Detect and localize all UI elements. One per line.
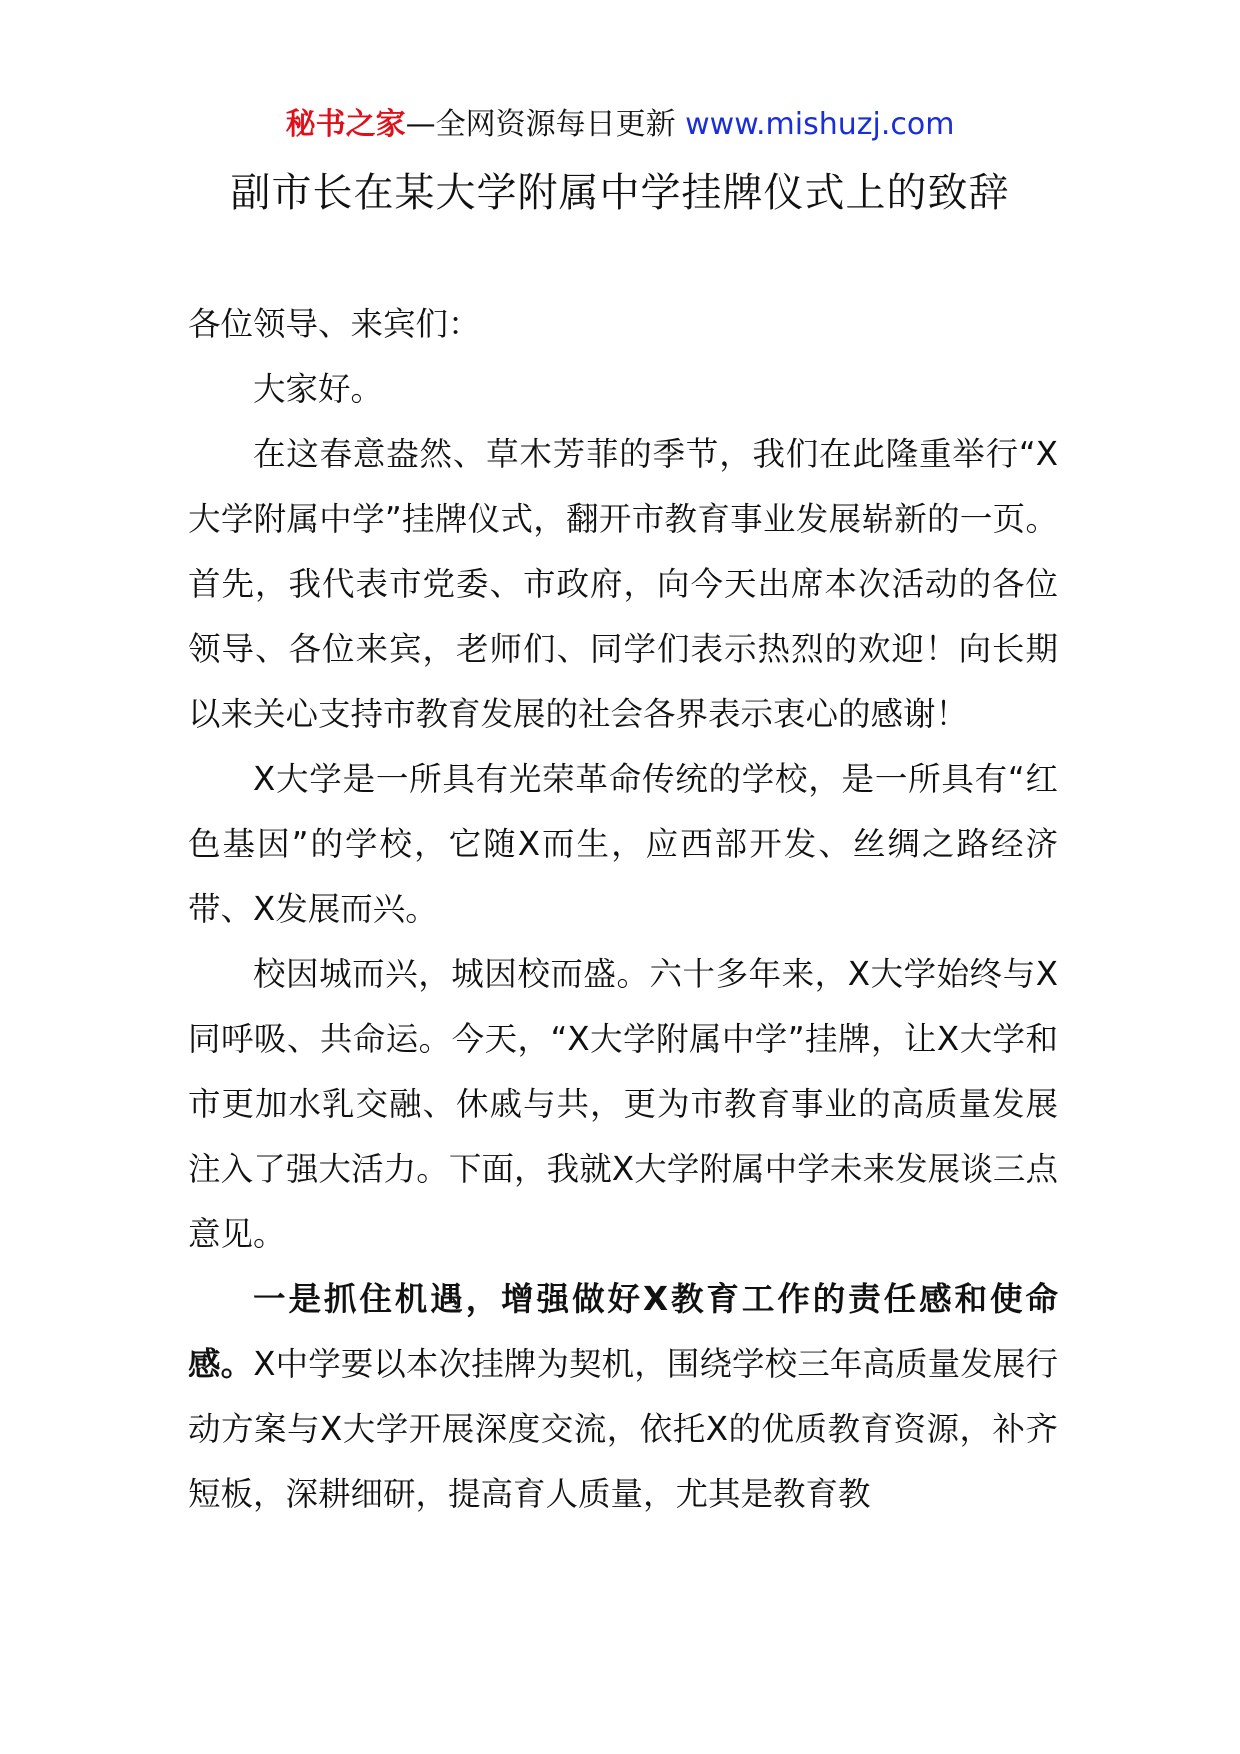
body-paragraph-3: X大学是一所具有光荣革命传统的学校，是一所具有“红色基因”的学校，它随X而生，应西部开发、丝绸之路经济带、X发展而兴。 — [188, 760, 1058, 928]
banner-tagline: —全网资源每日更新 — [405, 107, 686, 142]
site-url-link[interactable]: www.mishuzj.com — [685, 107, 955, 142]
document-body — [188, 292, 1058, 1527]
paragraph-5-lead-sentence: 一是抓住机遇，增强做好X教育工作的责任感和使命感。 — [188, 1280, 1058, 1383]
body-paragraph-4: 校因城而兴，城因校而盛。六十多年来，X大学始终与X同呼吸、共命运。今天，“X大学附属中学”挂牌，让X大学和市更加水乳交融、休戚与共，更为市教育事业的高质量发展注入了强大活力。下面，我就X大学附属中学未来发展谈三点意见。 — [188, 955, 1058, 1253]
document-title: 副市长在某大学附属中学挂牌仪式上的致辞 — [230, 170, 1010, 216]
body-paragraph-5 — [188, 1267, 1058, 1527]
brand-name: 秘书之家 — [285, 107, 406, 142]
greeting-paragraph: 各位领导、来宾们： — [188, 305, 481, 343]
body-paragraph-2: 在这春意盎然、草木芳菲的季节，我们在此隆重举行“X大学附属中学”挂牌仪式，翻开市教育事业发展崭新的一页。首先，我代表市党委、市政府，向今天出席本次活动的各位领导、各位来宾，老师们、同学们表示热烈的欢迎！向长期以来关心支持市教育发展的社会各界表示衷心的感谢！ — [188, 435, 1058, 733]
body-paragraph-1: 大家好。 — [253, 370, 384, 408]
site-banner — [0, 103, 1240, 147]
paragraph-5-text: X中学要以本次挂牌为契机，围绕学校三年高质量发展行动方案与X大学开展深度交流，依托X的优质教育资源，补齐短板，深耕细研，提高育人质量，尤其是教育教 — [188, 1345, 1058, 1513]
